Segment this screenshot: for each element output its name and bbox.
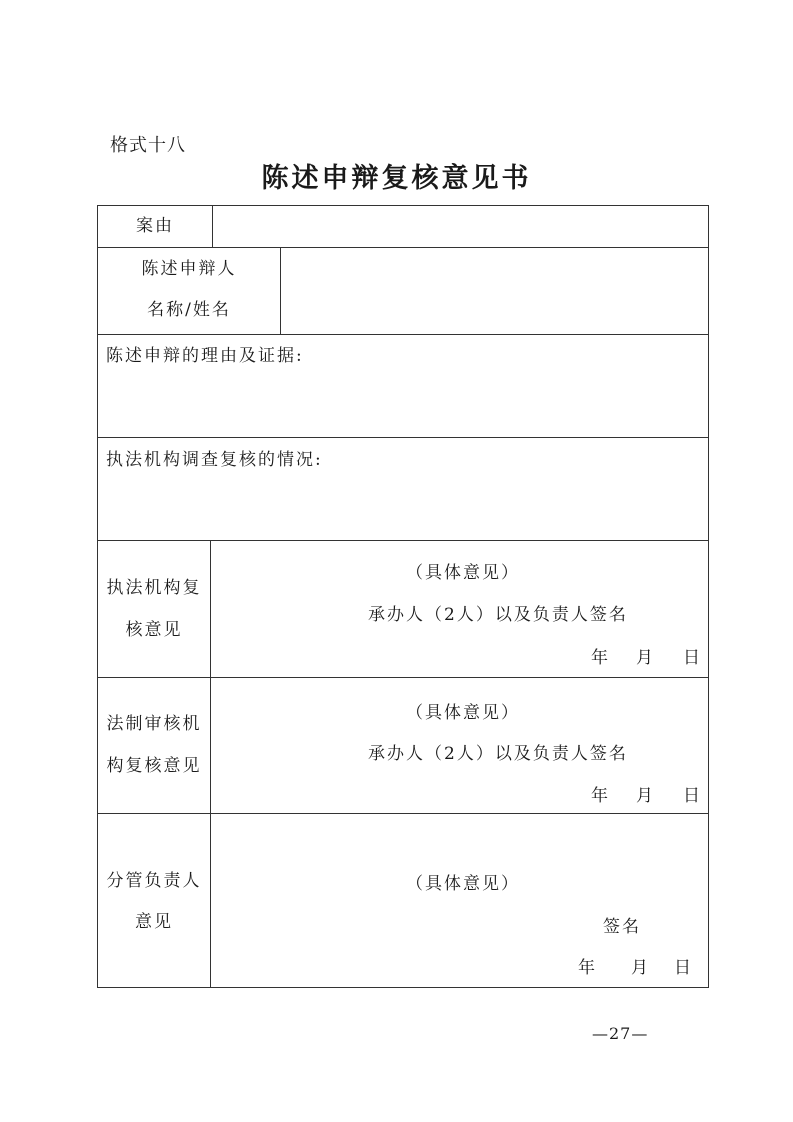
agency-day: 日: [683, 648, 702, 668]
agency-signers-text: 承办人（2人）以及负责人签名: [368, 605, 628, 625]
row-divider: [98, 677, 708, 678]
leader-signature-label: 签名: [603, 917, 641, 937]
column-divider: [212, 206, 213, 247]
document-title: 陈述申辩复核意见书: [261, 163, 532, 194]
legal-review-opinion-text: （具体意见）: [406, 703, 520, 723]
legal-review-year: 年: [591, 786, 610, 806]
row-divider: [98, 813, 708, 814]
column-divider: [280, 247, 281, 334]
legal-review-label-line2: 构复核意见: [106, 756, 202, 776]
legal-review-signers-text: 承办人（2人）以及负责人签名: [368, 744, 628, 764]
investigation-label: 执法机构调查复核的情况:: [106, 450, 323, 470]
row-divider: [98, 247, 708, 248]
leader-opinion-label-line2: 意见: [135, 912, 173, 932]
agency-year: 年: [591, 648, 610, 668]
page-number: —27—: [592, 1024, 649, 1043]
legal-review-label-line1: 法制审核机: [106, 714, 202, 734]
applicant-label-line1: 陈述申辩人: [141, 259, 237, 279]
applicant-name-field[interactable]: [293, 260, 693, 280]
review-form-table: [97, 205, 709, 988]
legal-review-day: 日: [683, 786, 702, 806]
legal-review-month: 月: [636, 786, 655, 806]
applicant-label-line2: 名称/姓名: [147, 300, 231, 320]
leader-opinion-label-line1: 分管负责人: [106, 871, 202, 891]
agency-opinion-label-line1: 执法机构复: [106, 578, 202, 598]
row-divider: [98, 437, 708, 438]
leader-day: 日: [674, 958, 693, 978]
row-divider: [98, 334, 708, 335]
leader-month: 月: [631, 958, 650, 978]
leader-opinion-text: （具体意见）: [406, 874, 520, 894]
reasons-label: 陈述申辩的理由及证据:: [106, 346, 304, 366]
format-label: 格式十八: [110, 135, 186, 156]
case-label: 案由: [136, 216, 174, 236]
agency-opinion-text: （具体意见）: [406, 563, 520, 583]
row-divider: [98, 540, 708, 541]
leader-year: 年: [578, 958, 597, 978]
agency-month: 月: [636, 648, 655, 668]
agency-opinion-label-line2: 核意见: [125, 620, 183, 640]
case-field[interactable]: [223, 216, 693, 236]
column-divider: [210, 540, 211, 988]
